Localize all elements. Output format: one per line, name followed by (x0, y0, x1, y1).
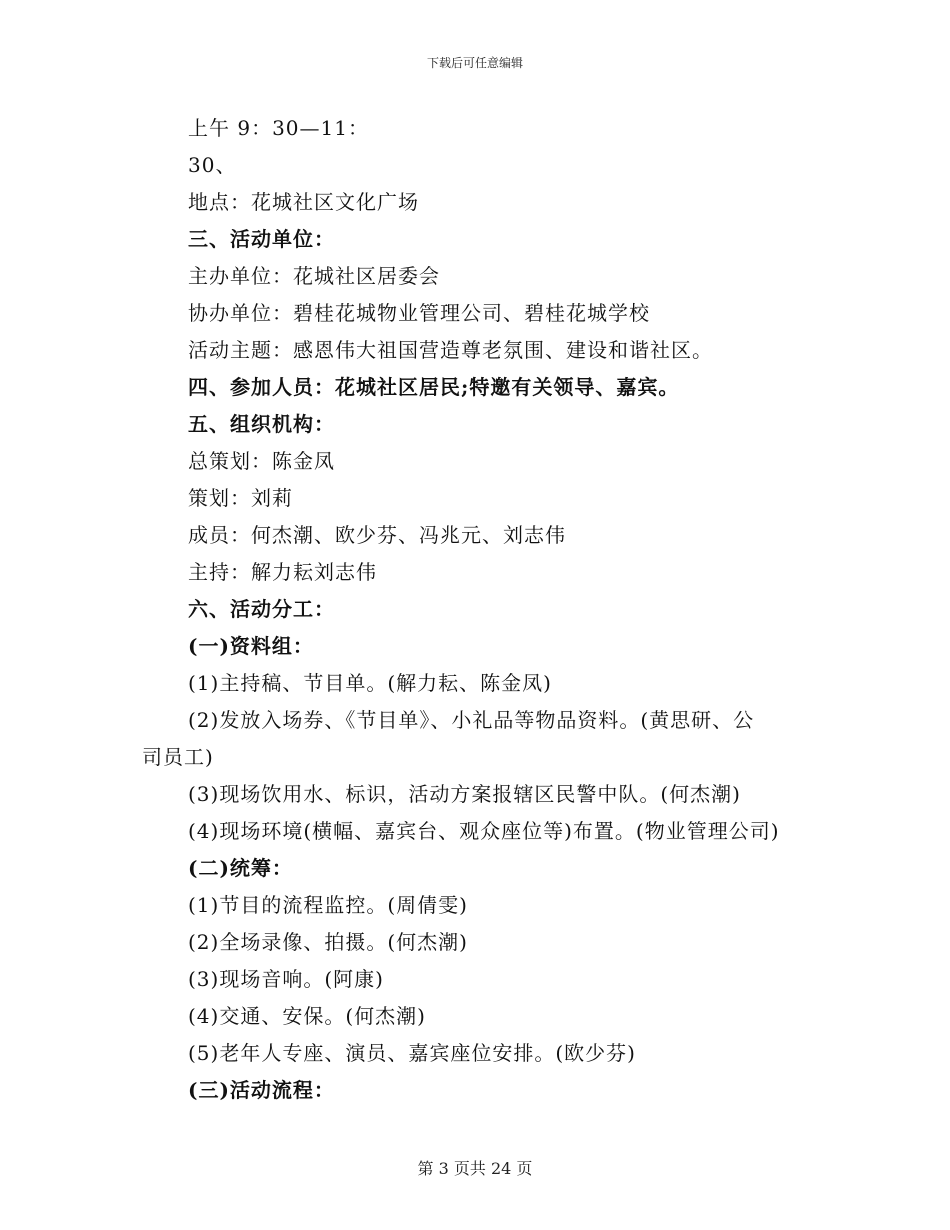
page-header: 下载后可任意编辑 (426, 56, 523, 70)
section-heading: 六、活动分工： (188, 597, 335, 621)
text-line: (1)主持稿、节目单。(解力耘、陈金凤) (188, 671, 552, 695)
section-heading: 四、参加人员：花城社区居民;特邀有关领导、嘉宾。 (188, 375, 680, 399)
wrapped-paragraph (142, 702, 822, 776)
text-line: (4)交通、安保。(何杰潮) (188, 1004, 426, 1028)
text-line: 成员：何杰潮、欧少芬、冯兆元、刘志伟 (188, 523, 566, 547)
text-line: (1)节目的流程监控。(周倩雯) (188, 893, 468, 917)
paragraph-continuation: 司员工) (142, 745, 214, 769)
text-line: 协办单位：碧桂花城物业管理公司、碧桂花城学校 (188, 301, 650, 325)
text-line: 30、 (188, 153, 237, 177)
subsection-heading: (三)活动流程： (188, 1078, 335, 1102)
text-line: (4)现场环境(横幅、嘉宾台、观众座位等)布置。(物业管理公司) (188, 819, 780, 843)
text-line: 主办单位：花城社区居委会 (188, 264, 440, 288)
text-line: (3)现场饮用水、标识，活动方案报辖区民警中队。(何杰潮) (188, 782, 741, 806)
text-line: (5)老年人专座、演员、嘉宾座位安排。(欧少芬) (188, 1041, 636, 1065)
subsection-heading: (二)统筹： (188, 856, 293, 880)
text-line: 策划：刘莉 (188, 486, 293, 510)
text-line: 活动主题：感恩伟大祖国营造尊老氛围、建设和谐社区。 (188, 338, 713, 362)
text-line: 主持：解力耘刘志伟 (188, 560, 377, 584)
section-heading: 三、活动单位： (188, 227, 335, 251)
document-body (142, 110, 822, 1109)
text-line: 地点：花城社区文化广场 (188, 190, 419, 214)
subsection-heading: (一)资料组： (188, 634, 314, 658)
section-heading: 五、组织机构： (188, 412, 335, 436)
text-line: (3)现场音响。(阿康) (188, 967, 384, 991)
text-line: 总策划：陈金凤 (188, 449, 335, 473)
text-line: (2)全场录像、拍摄。(何杰潮) (188, 930, 468, 954)
paragraph-first-line: (2)发放入场券、《节目单》、小礼品等物品资料。(黄思研、公 (188, 708, 755, 732)
page-footer: 第 3 页共 24 页 (417, 1159, 533, 1178)
text-line: 上午 9：30—11： (188, 116, 369, 140)
